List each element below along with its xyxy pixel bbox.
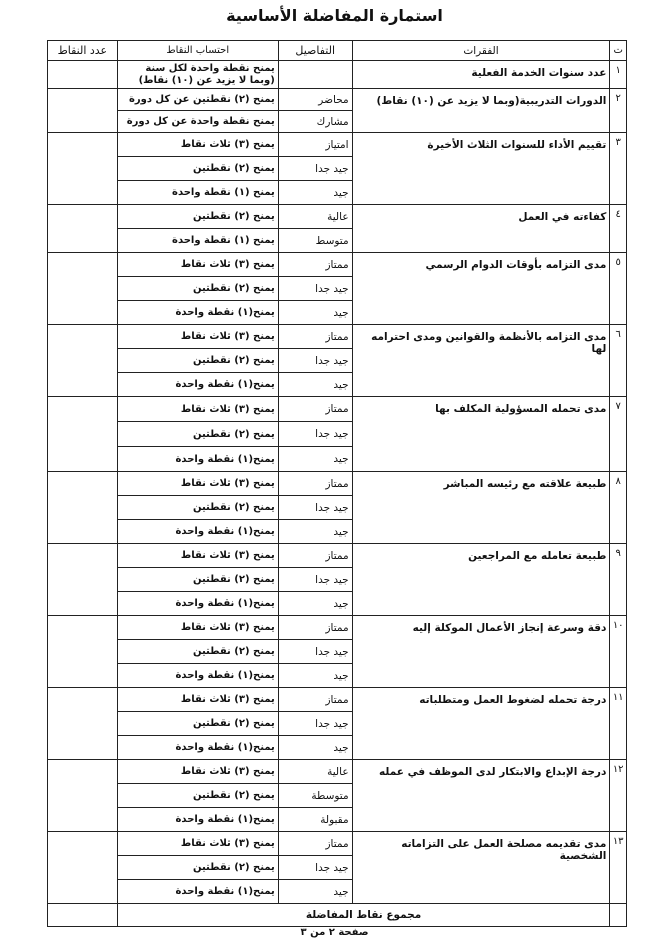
score-cell[interactable] — [48, 205, 118, 253]
score-cell[interactable] — [48, 760, 118, 832]
header-details: التفاصيل — [278, 41, 352, 61]
table-row — [48, 616, 627, 640]
detail-cell: مشارك — [278, 111, 352, 133]
total-num-cell — [610, 904, 627, 927]
detail-cell: متوسطة — [278, 784, 352, 808]
points-rule-cell: يمنح(١) نقطة واحدة — [117, 664, 278, 688]
criterion-label: درجة تحمله لضغوط العمل ومتطلباته — [352, 688, 610, 760]
points-rule-cell: يمنح(١) نقطة واحدة — [117, 736, 278, 760]
detail-cell: جيد — [278, 373, 352, 397]
table-row — [48, 253, 627, 277]
points-rule-cell: يمنح (٢) نقطتين — [117, 784, 278, 808]
points-rule-cell: يمنح (١) نقطة واحدة — [117, 181, 278, 205]
detail-cell: جيد جدا — [278, 422, 352, 447]
table-body — [48, 61, 627, 904]
score-cell[interactable] — [48, 325, 118, 397]
row-number: ٦ — [610, 325, 627, 397]
score-cell[interactable] — [48, 61, 118, 89]
detail-cell: مقبولة — [278, 808, 352, 832]
row-number: ٩ — [610, 544, 627, 616]
detail-cell: جيد جدا — [278, 568, 352, 592]
detail-cell: عالية — [278, 760, 352, 784]
table-row — [48, 688, 627, 712]
criterion-label: طبيعة علاقته مع رئيسه المباشر — [352, 472, 610, 544]
criterion-label: تقييم الأداء للسنوات الثلاث الأخيرة — [352, 133, 610, 205]
form-title: استمارة المفاضلة الأساسية — [226, 6, 443, 25]
score-cell[interactable] — [48, 544, 118, 616]
points-rule-cell: يمنح(١) نقطة واحدة — [117, 447, 278, 472]
points-rule-cell: يمنح (٣) ثلاث نقاط — [117, 325, 278, 349]
detail-cell: جيد — [278, 447, 352, 472]
table-row — [48, 544, 627, 568]
detail-cell: محاضر — [278, 89, 352, 111]
total-label: مجموع نقاط المفاضلة — [117, 904, 610, 927]
detail-cell: جيد — [278, 181, 352, 205]
detail-cell: جيد — [278, 736, 352, 760]
points-rule-cell: يمنح (٢) نقطتين — [117, 568, 278, 592]
header-num: ت — [610, 41, 627, 61]
detail-cell: ممتاز — [278, 472, 352, 496]
table-header-row — [48, 41, 627, 61]
points-rule-cell: يمنح (٢) نقطتين — [117, 496, 278, 520]
row-number: ١ — [610, 61, 627, 89]
score-cell[interactable] — [48, 89, 118, 133]
row-number: ٣ — [610, 133, 627, 205]
header-items: الفقرات — [352, 41, 610, 61]
detail-cell: جيد جدا — [278, 856, 352, 880]
row-number: ٨ — [610, 472, 627, 544]
detail-cell: ممتاز — [278, 325, 352, 349]
criterion-label: مدى التزامه بالأنظمة والقوانين ومدى احترامه لها — [352, 325, 610, 397]
table-row — [48, 832, 627, 856]
detail-cell: متوسط — [278, 229, 352, 253]
score-cell[interactable] — [48, 253, 118, 325]
evaluation-table — [47, 40, 627, 927]
detail-cell: جيد جدا — [278, 496, 352, 520]
detail-cell: جيد — [278, 592, 352, 616]
points-rule-cell: يمنح (٢) نقطتين — [117, 157, 278, 181]
table-row — [48, 133, 627, 157]
points-rule-cell: يمنح(١) نقطة واحدة — [117, 592, 278, 616]
criterion-label: دقة وسرعة إنجاز الأعمال الموكلة إليه — [352, 616, 610, 688]
row-number: ٤ — [610, 205, 627, 253]
points-rule-cell: يمنح (٢) نقطتين — [117, 856, 278, 880]
points-rule-cell: يمنح (٣) ثلاث نقاط — [117, 760, 278, 784]
criterion-label: مدى تقديمه مصلحة العمل على التزاماته الشخصية — [352, 832, 610, 904]
points-rule-cell: يمنح (٣) ثلاث نقاط — [117, 688, 278, 712]
header-score: عدد النقاط — [48, 41, 118, 61]
detail-cell: جيد جدا — [278, 277, 352, 301]
criterion-label: مدى التزامه بأوقات الدوام الرسمي — [352, 253, 610, 325]
points-rule-cell: يمنح (٢) نقطتين — [117, 422, 278, 447]
detail-cell: ممتاز — [278, 688, 352, 712]
total-score-cell[interactable] — [48, 904, 118, 927]
detail-cell: عالية — [278, 205, 352, 229]
criterion-label: كفاءته في العمل — [352, 205, 610, 253]
score-cell[interactable] — [48, 616, 118, 688]
points-rule-cell: يمنح (٢) نقطتين عن كل دورة — [117, 89, 278, 111]
row-number: ١٣ — [610, 832, 627, 904]
points-rule-cell: يمنح (٢) نقطتين — [117, 349, 278, 373]
table-row — [48, 61, 627, 89]
detail-cell — [278, 61, 352, 89]
score-cell[interactable] — [48, 397, 118, 472]
points-rule-cell: يمنح(١) نقطة واحدة — [117, 808, 278, 832]
row-number: ١١ — [610, 688, 627, 760]
detail-cell: جيد جدا — [278, 712, 352, 736]
table-row — [48, 472, 627, 496]
detail-cell: ممتاز — [278, 397, 352, 422]
detail-cell: ممتاز — [278, 253, 352, 277]
detail-cell: ممتاز — [278, 544, 352, 568]
detail-cell: جيد جدا — [278, 349, 352, 373]
detail-cell: امتياز — [278, 133, 352, 157]
points-rule-cell: يمنح (٢) نقطتين — [117, 712, 278, 736]
table-row — [48, 397, 627, 422]
table-row — [48, 325, 627, 349]
detail-cell: ممتاز — [278, 832, 352, 856]
score-cell[interactable] — [48, 133, 118, 205]
points-rule-cell: يمنح (٢) نقطتين — [117, 205, 278, 229]
score-cell[interactable] — [48, 832, 118, 904]
points-rule-cell: يمنح (٢) نقطتين — [117, 277, 278, 301]
total-row — [48, 904, 627, 927]
points-rule-cell: يمنح(١) نقطة واحدة — [117, 880, 278, 904]
criterion-label: عدد سنوات الخدمة الفعلية — [352, 61, 610, 89]
page-number: صفحة ٢ من ٣ — [300, 927, 369, 938]
points-rule-cell: يمنح (٣) ثلاث نقاط — [117, 133, 278, 157]
points-rule-cell: يمنح(١) نقطة واحدة — [117, 373, 278, 397]
criterion-label: الدورات التدريبية(وبما لا يزيد عن (١٠) نقاط) — [352, 89, 610, 133]
row-number: ٢ — [610, 89, 627, 133]
points-rule-cell: يمنح (٣) ثلاث نقاط — [117, 253, 278, 277]
score-cell[interactable] — [48, 472, 118, 544]
points-rule-cell: يمنح نقطة واحدة لكل سنة (وبما لا يزيد عن (١٠) نقاط) — [117, 61, 278, 89]
points-rule-cell: يمنح (٢) نقطتين — [117, 640, 278, 664]
score-cell[interactable] — [48, 688, 118, 760]
points-rule-cell: يمنح (٣) ثلاث نقاط — [117, 544, 278, 568]
row-number: ٥ — [610, 253, 627, 325]
criterion-label: مدى تحمله المسؤولية المكلف بها — [352, 397, 610, 472]
detail-cell: جيد — [278, 664, 352, 688]
detail-cell: جيد جدا — [278, 640, 352, 664]
points-rule-cell: يمنح (١) نقطة واحدة — [117, 229, 278, 253]
points-rule-cell: يمنح (٣) ثلاث نقاط — [117, 832, 278, 856]
points-rule-cell: يمنح(١) نقطة واحدة — [117, 301, 278, 325]
table-row — [48, 89, 627, 111]
table-row — [48, 205, 627, 229]
detail-cell: جيد — [278, 520, 352, 544]
row-number: ١٠ — [610, 616, 627, 688]
points-rule-cell: يمنح(١) نقطة واحدة — [117, 520, 278, 544]
row-number: ٧ — [610, 397, 627, 472]
row-number: ١٢ — [610, 760, 627, 832]
header-calc: احتساب النقاط — [117, 41, 278, 61]
points-rule-cell: يمنح نقطة واحدة عن كل دورة — [117, 111, 278, 133]
detail-cell: جيد جدا — [278, 157, 352, 181]
criterion-label: طبيعة تعامله مع المراجعين — [352, 544, 610, 616]
points-rule-cell: يمنح (٣) ثلاث نقاط — [117, 472, 278, 496]
detail-cell: جيد — [278, 301, 352, 325]
detail-cell: ممتاز — [278, 616, 352, 640]
points-rule-cell: يمنح (٣) ثلاث نقاط — [117, 616, 278, 640]
table-row — [48, 760, 627, 784]
criterion-label: درجة الإبداع والابتكار لدى الموظف في عمله — [352, 760, 610, 832]
detail-cell: جيد — [278, 880, 352, 904]
points-rule-cell: يمنح (٣) ثلاث نقاط — [117, 397, 278, 422]
